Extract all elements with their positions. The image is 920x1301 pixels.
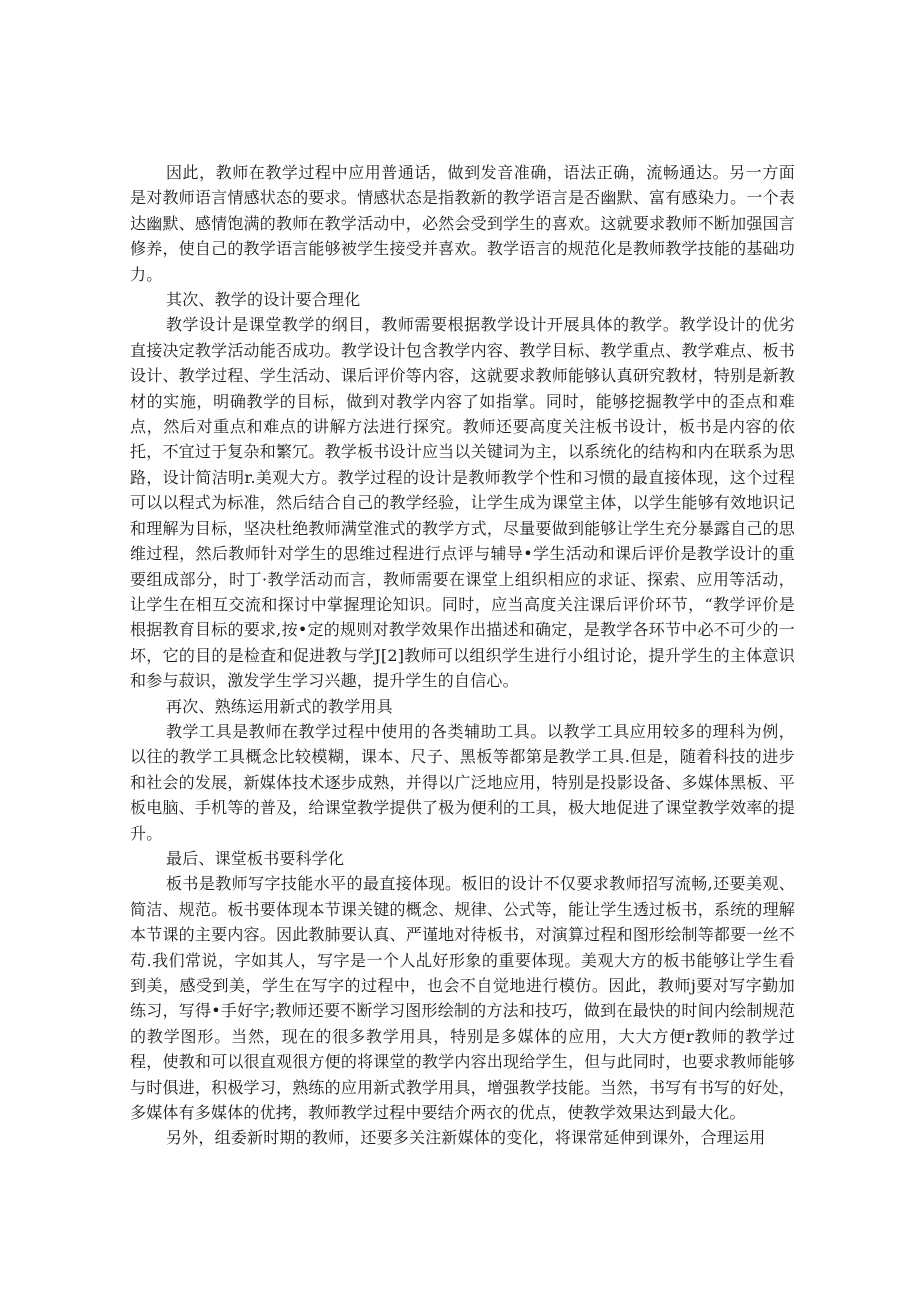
paragraph-new-media: 另外，组委新时期的教师，还要多关注新媒体的变化，将课常延伸到课外，合理运用: [166, 1128, 766, 1148]
paragraph-blackboard-writing: 板书是教师写字技能水平的最直接体现。板旧的设计不仅要求教师招写流畅,还要美观、简洁、规范。板书要体现本节课关键的概念、规律、公式等，能让学生透过板书，系统的理解本节课的主要内容。因此教肺要认真、严谨地对待板书，对演算过程和图形绘制等都要一丝不苟.我们常说，字如其人，写字是一个人乩好形象的重要体现。美观大方的板书能够让学生看到美，感受到美，学生在写字的过程中，也会不自觉地进行模仿。因此，教师j要对写字勤加练习，写得•手好字;教师还要不断学习图形绘制的方法和技巧，做到在最快的时间内绘制规范的教学图形。当然，现在的很多教学用具，特别是多媒体的应用，大大方便r教师的教学过程，使教和可以很直观很方便的将课堂的教学内容出现给学生，但与此同时，也要求教师能够与时俱进，积极学习，熟练的应用新式教学用具，增强教学技能。当然，书写有书写的好处，多媒体有多媒体的优拷，教师教学过程中要结介两衣的优点，使教学效果达到最大化。: [130, 874, 795, 1123]
document-body: [130, 160, 795, 1151]
paragraph-teaching-design: 教学设计是课堂教学的纲目，教师需要根据教学设计开展具体的教学。教学设计的优劣直接决定教学活动能否成功。教学设计包含教学内容、教学目标、教学重点、教学难点、板书设计、教学过程、学生活动、课后评价等内容，这就要求教师能够认真研究教材，特别是新教材的实施，明确教学的目标，做到对教学内容了如指掌。同时，能够挖掘教学中的歪点和难点，然后对重点和难点的讲解方法进行探究。教师还要高度关注板书设计，板书是内容的依托，不宜过于复杂和繁冗。教学板书设计应当以关键词为主，以系统化的结构和内在联系为思路，设计简洁明r.美观大方。教学过程的设计是教师教学个性和习惯的最直接体现，这个过程可以以程式为标准，然后结合自己的教学经验，让学生成为课堂主体，以学生能够有效地识记和理解为目标，坚决杜绝教师满堂淮式的教学方式，尽量要做到能够让学生充分暴露自己的思维过程，然后教师针对学生的思维过程进行点评与辅导•学生活动和课后评价是教学设计的重要组成部分，时丁·教学活动而言，教师需要在课堂上组织相应的求证、探索、应用等活动，让学生在相互交流和探讨中掌握理论知识。同时，应当高度关注课后评价环节，“教学评价是根据教育目标的要求,按•定的规则对教学效果作出描述和确定，是教学各环节中必不可少的一坏，它的目的是检査和促进教与学J[2]教师可以组织学生进行小组讨论，提升学生的主体意识和参与菽识，激发学生学习兴趣，提升学生的自信心。: [130, 315, 795, 691]
section-heading-design: 其次、教学的设计要合理化: [166, 290, 361, 310]
paragraph-teaching-language: 因此，教师在教学过程中应用普通话，做到发音准确，语法正确，流畅通达。另一方面是对教师语言情感状态的要求。情感状态是指教新的教学语言是否幽默、富有感染力。一个表达幽默、感情饱满的教师在教学活动中，必然会受到学生的喜欢。这就要求教师不断加强国言修养，使自己的教学语言能够被学生接受并喜欢。教学语言的规范化是教师教学技能的基础功力。: [130, 163, 795, 284]
section-heading-tools: 再次、熟练运用新式的教学用具: [166, 696, 393, 716]
section-heading-blackboard: 最后、课堂板书要科学化: [166, 848, 345, 868]
paragraph-teaching-tools: 教学工具是教师在教学过程中使用的各类辅助工具。以教学工具应用较多的理科为例，以往的教学工具概念比较模糊，课本、尺子、黑板等都第是教学工具.但是，随着科技的进步和社会的发展，新媒体技术逐步成熟，并得以广泛地应用，特别是投影设备、多媒体黑板、平板电脑、手机等的普及，给课堂教学提供了极为便利的工具，极大地促进了课堂教学效率的提升。: [130, 721, 795, 843]
